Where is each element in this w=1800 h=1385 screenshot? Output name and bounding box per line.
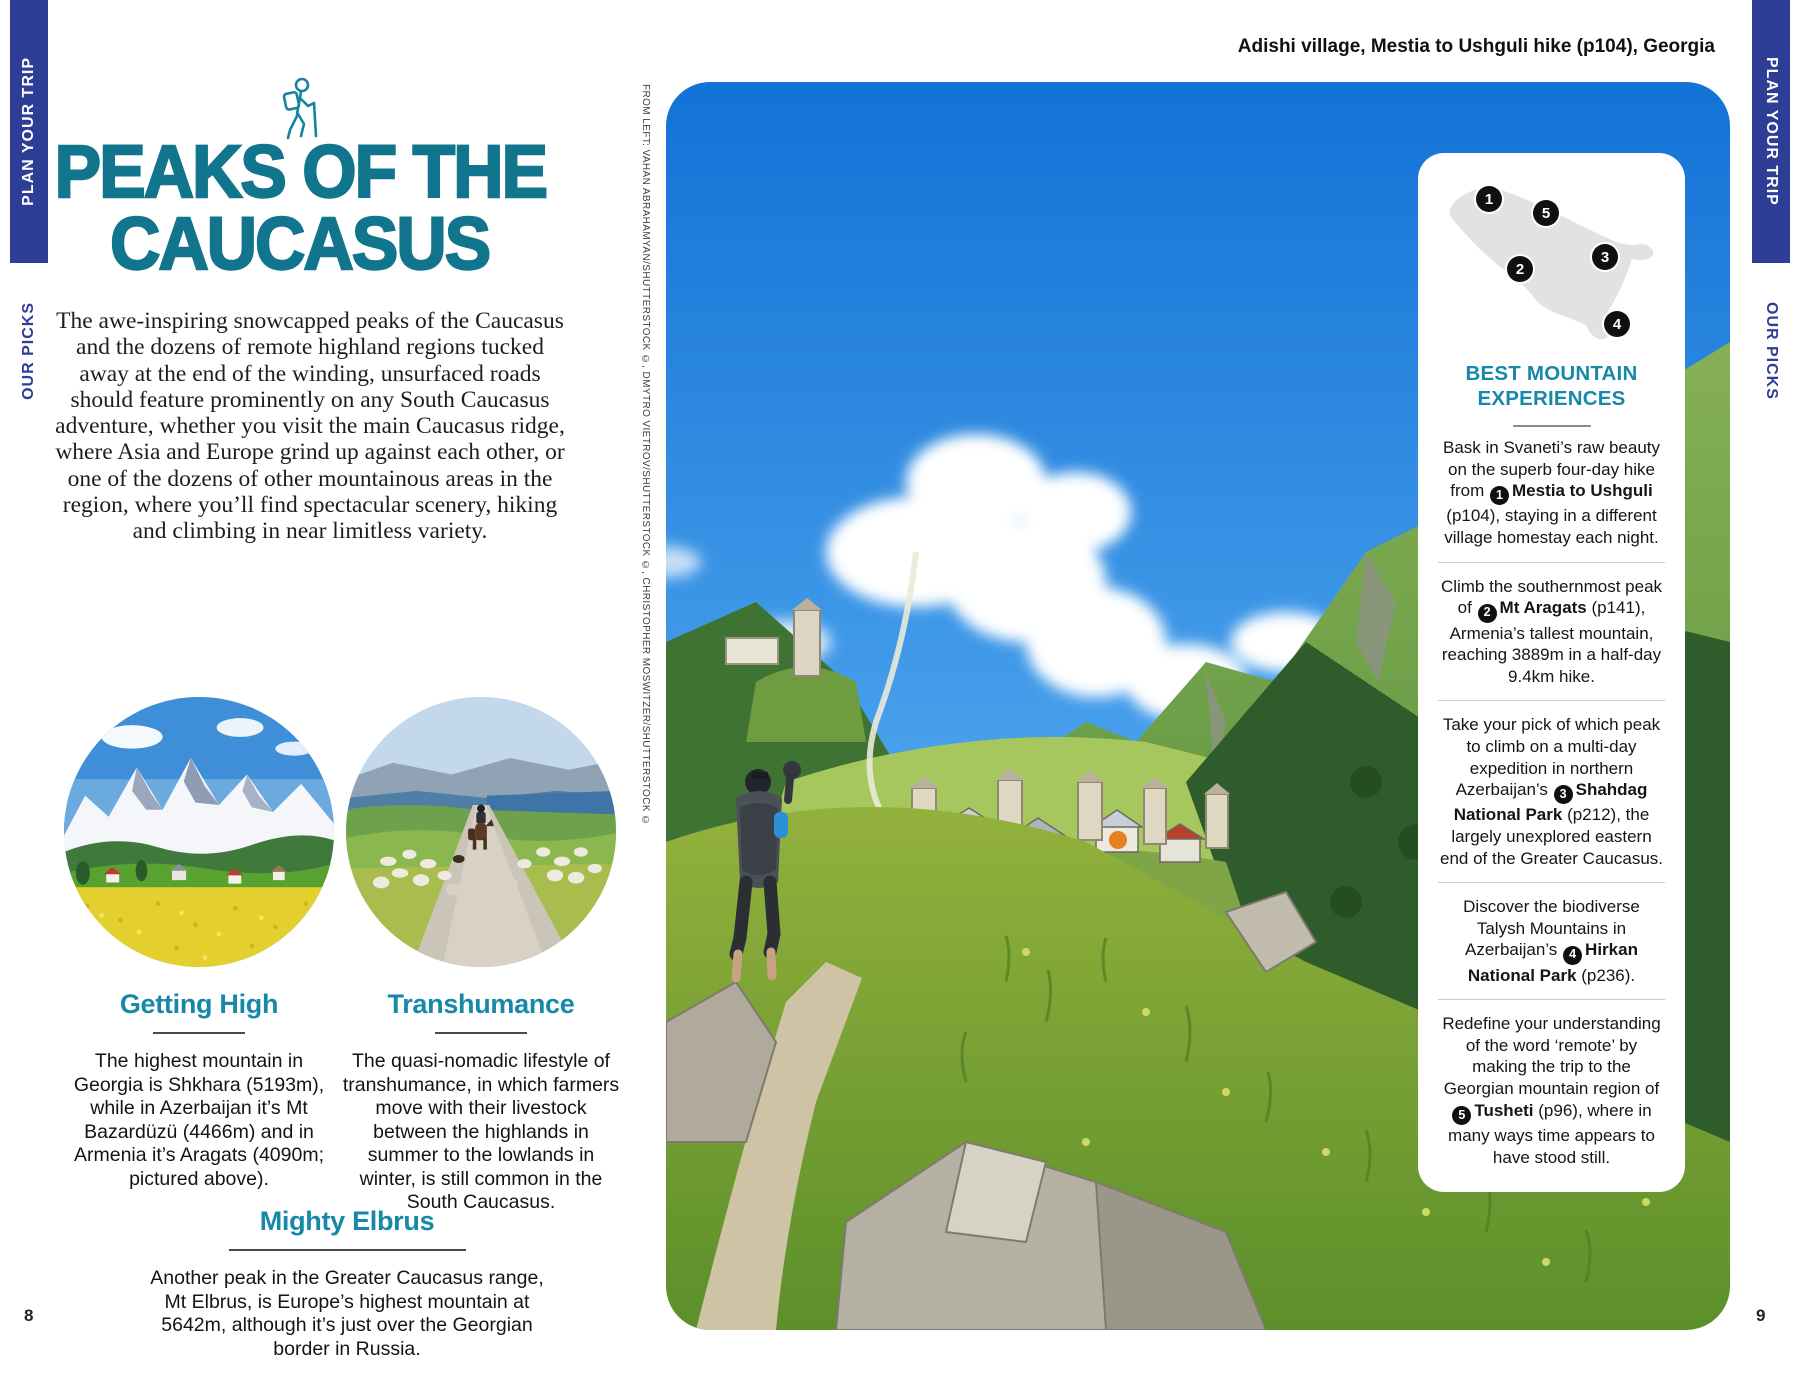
card-section-4: Discover the biodiverse Talysh Mountains in Azerbaijan’s 4 Hirkan National Park (p236). xyxy=(1438,882,1665,986)
photo-caption: Adishi village, Mestia to Ushguli hike (p104), Georgia xyxy=(1237,36,1715,57)
left-rail-plan-label: PLAN YOUR TRIP xyxy=(20,57,37,206)
mighty-elbrus-block xyxy=(147,1206,547,1361)
card-section-2: Climb the southernmost peak of 2 Mt Aragats (p141), Armenia’s tallest mountain, reaching 3889m in a half-day 9.4km hike. xyxy=(1438,562,1665,688)
page-title-line2: CAUCASUS xyxy=(110,202,490,285)
getting-high-body: The highest mountain in Georgia is Shkhara (5193m), while in Azerbaijan it’s Mt Bazardüzü (4466m) and in Armenia it’s Aragats (4090m; pictured above). xyxy=(73,1050,325,1190)
right-rail-plan-label: PLAN YOUR TRIP xyxy=(1763,57,1780,206)
map-marker-4: 4 xyxy=(1604,311,1630,337)
card-title-rule xyxy=(1513,425,1591,427)
mighty-elbrus-body: Another peak in the Greater Caucasus range, Mt Elbrus, is Europe’s highest mountain at 5642m, although it’s just over the Georgian border in Russia. xyxy=(150,1267,544,1360)
card-sections xyxy=(1438,437,1665,1168)
number-badge-5: 5 xyxy=(1452,1106,1471,1125)
card-section-1: Bask in Svaneti’s raw beauty on the superb four-day hike from 1 Mestia to Ushguli (p104), staying in a different village homestay each night. xyxy=(1442,438,1661,548)
feature-getting-high xyxy=(60,697,338,1191)
photo-credit: FROM LEFT: VAHAN ABRAHAMYAN/SHUTTERSTOCK ©, DMYTRO VIETROV/SHUTTERSTOCK ©, CHRISTOPHER MOSWITZER/SHUTTERSTOCK © xyxy=(640,84,651,827)
page-number-right: 9 xyxy=(1756,1306,1766,1325)
number-badge-2: 2 xyxy=(1478,604,1497,623)
card-section-3: Take your pick of which peak to climb on a multi-day expedition in northern Azerbaijan’s 3 Shahdag National Park (p212), the largely unexplored eastern end of the Greater Caucasus. xyxy=(1438,700,1665,869)
page-number-left: 8 xyxy=(24,1306,34,1325)
number-badge-4: 4 xyxy=(1563,946,1582,965)
transhumance-photo xyxy=(346,697,616,967)
getting-high-rule xyxy=(153,1032,245,1034)
page-title-line1: PEAKS OF THE xyxy=(54,130,546,213)
card-section-5: Redefine your understanding of the word ‘remote’ by making the trip to the Georgian mountain region of 5 Tusheti (p96), where in many ways time appears to have stood still. xyxy=(1438,999,1665,1168)
right-rail-our-picks-tab xyxy=(1752,268,1790,433)
transhumance-rule xyxy=(435,1032,527,1034)
transhumance-body: The quasi-nomadic lifestyle of transhumance, in which farmers move with their livestock between the highlands in summer to the lowlands in winter, is still common in the South Caucasus. xyxy=(342,1050,620,1213)
caucasus-map xyxy=(1438,163,1665,355)
right-rail-picks-label: OUR PICKS xyxy=(1763,301,1780,400)
right-rail-plan-your-trip-tab xyxy=(1752,0,1790,263)
transhumance-heading: Transhumance xyxy=(387,989,575,1019)
feature-transhumance xyxy=(342,697,620,1215)
getting-high-heading: Getting High xyxy=(119,989,279,1019)
card-title-line1: BEST MOUNTAIN xyxy=(1465,362,1638,385)
best-mountain-experiences-card xyxy=(1418,153,1685,1192)
number-badge-3: 3 xyxy=(1554,785,1573,804)
mighty-elbrus-heading: Mighty Elbrus xyxy=(259,1206,435,1236)
mighty-elbrus-rule xyxy=(229,1249,466,1251)
card-title-line2: EXPERIENCES xyxy=(1477,387,1626,410)
number-badge-1: 1 xyxy=(1490,486,1509,505)
map-marker-1: 1 xyxy=(1476,186,1502,212)
left-rail-picks-label: OUR PICKS xyxy=(20,301,37,400)
intro-paragraph: The awe-inspiring snowcapped peaks of the Caucasus and the dozens of remote highland regions tucked away at the end of the winding, unsurfaced roads should feature prominently on any South Caucasus adventure, whether you visit the main Caucasus ridge, where Asia and Europe grind up against each other, or one of the dozens of other mountainous areas in the region, where you’ll find spectacular scenery, hiking and climbing in near limitless variety. xyxy=(55,308,565,545)
card-title xyxy=(1438,361,1665,411)
getting-high-photo xyxy=(64,697,334,967)
map-marker-2: 2 xyxy=(1507,256,1533,282)
map-marker-5: 5 xyxy=(1533,200,1559,226)
map-marker-3: 3 xyxy=(1592,244,1618,270)
left-rail-our-picks-tab xyxy=(10,268,48,433)
